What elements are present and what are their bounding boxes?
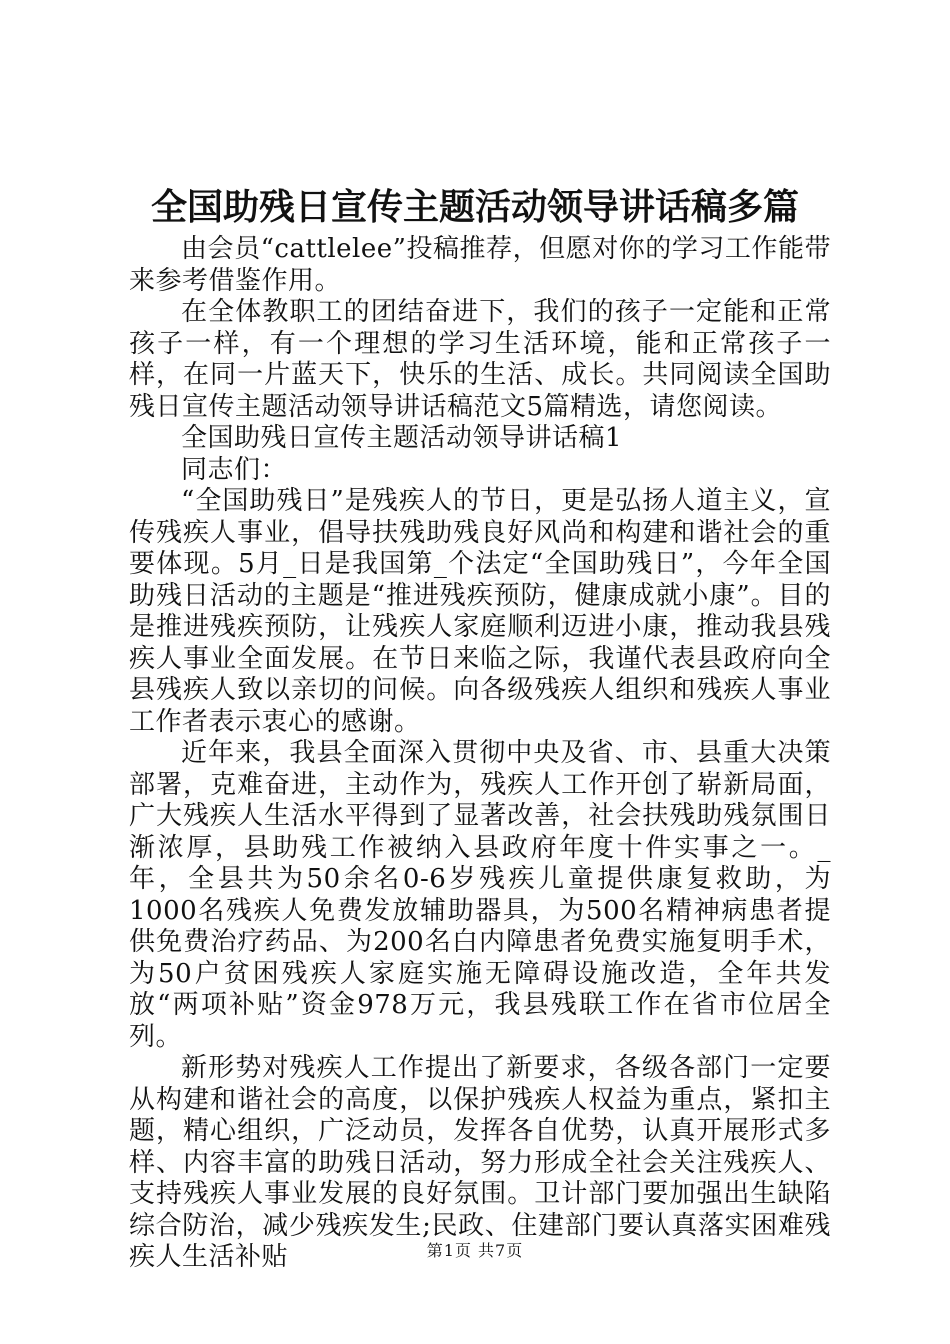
paragraph-body-1: “全国助残日”是残疾人的节日，更是弘扬人道主义，宣传残疾人事业，倡导扶残助残良好风尚和构建和谐社会的重要体现。5月_日是我国第_个法定“全国助残日”，今年全国助残日活动的主题是“推进残疾预防，健康成就小康”。目的是推进残疾预防，让残疾人家庭顺利迈进小康，推动我县残疾人事业全面发展。在节日来临之际，我谨代表县政府向全县残疾人致以亲切的问候。向各级残疾人组织和残疾人事业工作者表示衷心的感谢。	[129, 486, 831, 737]
paragraph-body-2: 近年来，我县全面深入贯彻中央及省、市、县重大决策部署，克难奋进，主动作为，残疾人工作开创了崭新局面，广大残疾人生活水平得到了显著改善，社会扶残助残氛围日渐浓厚，县助残工作被纳入县政府年度十件实事之一。_年，全县共为50余名0-6岁残疾儿童提供康复救助，为1000名残疾人免费发放辅助器具，为500名精神病患者提供免费治疗药品、为200名白内障患者免费实施复明手术，为50户贫困残疾人家庭实施无障碍设施改造，全年共发放“两项补贴”资金978万元，我县残联工作在省市位居全列。	[129, 738, 831, 1052]
paragraph-summary: 在全体教职工的团结奋进下，我们的孩子一定能和正常孩子一样，有一个理想的学习生活环境，能和正常孩子一样，在同一片蓝天下，快乐的生活、成长。共同阅读全国助残日宣传主题活动领导讲话稿范文5篇精选，请您阅读。	[129, 297, 831, 422]
paragraph-body-3: 新形势对残疾人工作提出了新要求，各级各部门一定要从构建和谐社会的高度，以保护残疾人权益为重点，紧扣主题，精心组织，广泛动员，发挥各自优势，认真开展形式多样、内容丰富的助残日活动，努力形成全社会关注残疾人、支持残疾人事业发展的良好氛围。卫计部门要加强出生缺陷综合防治，减少残疾发生;民政、住建部门要认真落实困难残疾人生活补贴	[129, 1053, 831, 1272]
section-heading: 全国助残日宣传主题活动领导讲话稿1	[181, 423, 623, 453]
page-number: 第1页 共7页	[426, 1241, 524, 1260]
salutation: 同志们：	[181, 454, 288, 485]
document-title: 全国助残日宣传主题活动领导讲话稿多篇	[150, 187, 799, 228]
paragraph-intro: 由会员“cattlelee”投稿推荐，但愿对你的学习工作能带来参考借鉴作用。	[129, 234, 831, 296]
document-body	[129, 234, 831, 1274]
